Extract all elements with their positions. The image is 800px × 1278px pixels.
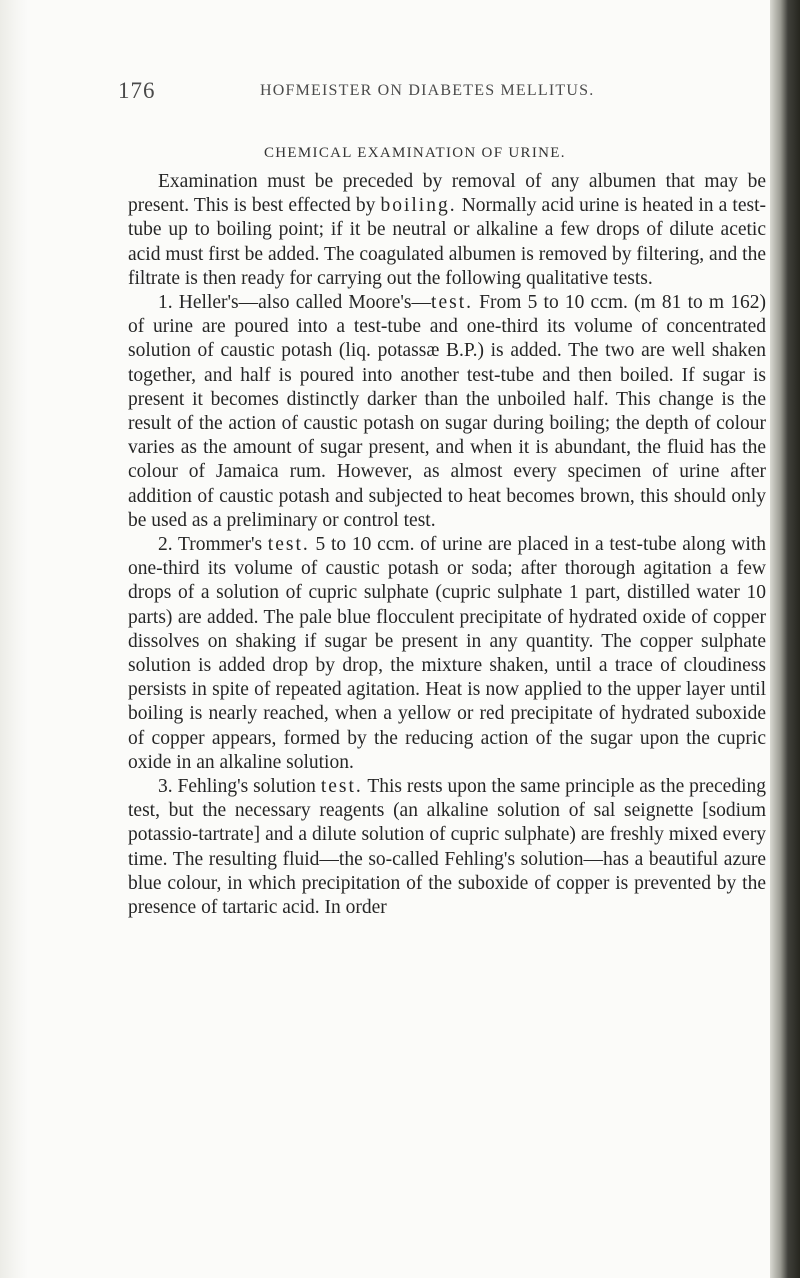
- page-number: 176: [118, 78, 156, 103]
- paragraph-text: Normally acid urine is heated in a test-tube up to boiling point; if it be neutral or alkaline a few drops of dilute acetic acid must first be added. The coagulated albumen is removed by filtering, and the filtrate is then ready for carrying out the following qualitative tests.: [128, 195, 766, 289]
- running-title: HOFMEISTER ON DIABETES MELLITUS.: [260, 82, 595, 99]
- spaced-emphasis: test.: [320, 776, 363, 798]
- paragraph-text: Examination must be preceded by removal of any albumen that may be present. This is best effected by: [128, 171, 766, 217]
- paragraph-trommer-test: [128, 533, 766, 775]
- paragraph-text: This rests upon the same principle as the preceding test, but the necessary reagents (an alkaline solution of sal seignette [sodium potassio-tartrate] and a dilute solution of cupric sulphate) are freshly mixed every time. The resulting fluid—the so-called Fehling's solution—has a beautiful azure blue colour, in which precipitation of the suboxide of copper is prevented by the presence of tartaric acid. In order: [128, 776, 766, 919]
- body-text: [128, 170, 766, 920]
- paragraph-text: From 5 to 10 ccm. (m 81 to m 162) of urine are poured into a test-tube and one-third its volume of concentrated solution of caustic potash (liq. potassæ B.P.) is added. The two are well shaken together, and half is poured into another test-tube and then boiled. If sugar is present it becomes distinctly darker than the unboiled half. This change is the result of the action of caustic potash on sugar during boiling; the depth of colour varies as the amount of sugar present, and when it is abundant, the fluid has the colour of Jamaica rum. However, as almost every specimen of urine after addition of caustic potash and subjected to heat becomes brown, this should only be used as a preliminary or control test.: [128, 292, 766, 531]
- paragraph-fehling-test: [128, 775, 766, 920]
- page-gutter-shadow: [0, 0, 28, 1278]
- paragraph-text: 2. Trommer's: [158, 534, 268, 556]
- paragraph-text: 3. Fehling's solution: [158, 776, 321, 798]
- paragraph-text: 5 to 10 ccm. of urine are placed in a test-tube along with one-third its volume of caustic potash or soda; after thorough agitation a few drops of a solution of cupric sulphate (cupric sulphate 1 part, distilled water 10 parts) are added. The pale blue flocculent precipitate of hydrated oxide of copper dissolves on shaking if sugar be present in any quantity. The copper sulphate solution is added drop by drop, the mixture shaken, until a trace of cloudiness persists in spite of repeated agitation. Heat is now applied to the upper layer until boiling is nearly reached, when a yellow or red precipitate of hydrated suboxide of copper appears, formed by the reducing action of the sugar upon the cupric oxide in an alkaline solution.: [128, 534, 766, 773]
- paragraph-intro: [128, 170, 766, 291]
- running-header: [118, 78, 758, 108]
- section-heading: CHEMICAL EXAMINATION OF URINE.: [264, 145, 566, 161]
- spaced-emphasis: boiling.: [380, 195, 457, 217]
- spaced-emphasis: test.: [267, 534, 310, 556]
- paragraph-text: 1. Heller's—also called Moore's—: [158, 292, 432, 314]
- paragraph-heller-test: [128, 291, 766, 533]
- page-edge-shadow: [770, 0, 800, 1278]
- spaced-emphasis: test.: [431, 292, 473, 314]
